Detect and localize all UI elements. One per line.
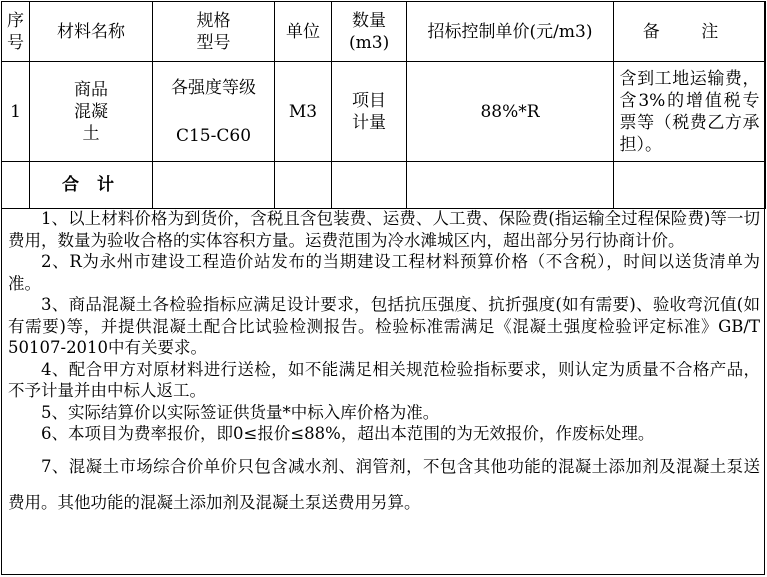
- cell-remark: 含到工地运输费，含3%的增值税专票等（税费乙方承担）。: [614, 62, 766, 162]
- total-spec-cell: [153, 162, 275, 209]
- header-quantity: 数量(m3): [332, 2, 407, 62]
- spec-range: C15-C60: [175, 125, 252, 146]
- cell-material-name: 商品混凝土: [30, 62, 153, 162]
- note-5: 5、实际结算价以实际签证供货量*中标入库价格为准。: [41, 402, 440, 422]
- note-4: 4、配合甲方对原材料进行送检，如不能满足相关规范检验指标要求，则认定为质量不合格产品，不予计量并由中标人返工。: [8, 359, 760, 400]
- header-row: [2, 2, 766, 62]
- spec-grade: 各强度等级: [171, 77, 256, 98]
- cell-unit: M3: [275, 62, 332, 162]
- notes-section: [8, 208, 760, 521]
- cell-spec: [153, 62, 275, 162]
- note-1: 1、以上材料价格为到货价，含税且含包装费、运费、人工费、保险费(指运输全过程保险费)等一切费用，数量为验收合格的实体容积方量。运费范围为冷水滩城区内，超出部分另行协商计价。: [8, 209, 760, 250]
- total-quantity-cell: [332, 162, 407, 209]
- total-row: [2, 162, 766, 209]
- header-seq: 序号: [2, 2, 30, 62]
- total-unit-cell: [275, 162, 332, 209]
- total-seq-cell: [2, 162, 30, 209]
- table-row: [2, 62, 766, 162]
- cell-control-price: 88%*R: [407, 62, 614, 162]
- note-3: 3、商品混凝土各检验指标应满足设计要求，包括抗压强度、抗折强度(如有需要)、验收弯沉值(如有需要)等，并提供混凝土配合比试验检测报告。检验标准需满足《混凝土强度检验评定标准》GB/T 50107-2010中有关要求。: [8, 295, 760, 357]
- header-spec: 规格型号: [153, 2, 275, 62]
- total-remark-cell: [614, 162, 766, 209]
- total-price-cell: [407, 162, 614, 209]
- total-label: 合 计: [30, 162, 153, 209]
- note-6: 6、本项目为费率报价，即0≤报价≤88%，超出本范围的为无效报价，作废标处理。: [41, 424, 655, 443]
- note-2: 2、R为永州市建设工程造价站发布的当期建设工程材料预算价格（不含税），时间以送货清单为准。: [8, 252, 760, 293]
- header-remark: 备 注: [614, 2, 766, 62]
- note-7: 7、混凝土市场综合价单价只包含减水剂、润管剂，不包含其他功能的混凝土添加剂及混凝土泵送费用。其他功能的混凝土添加剂及混凝土泵送费用另算。: [8, 456, 760, 512]
- cell-seq: 1: [2, 62, 30, 162]
- material-price-table: [1, 1, 766, 209]
- header-material-name: 材料名称: [30, 2, 153, 62]
- header-unit: 单位: [275, 2, 332, 62]
- header-control-price: 招标控制单价(元/m3): [407, 2, 614, 62]
- cell-quantity: 项目计量: [332, 62, 407, 162]
